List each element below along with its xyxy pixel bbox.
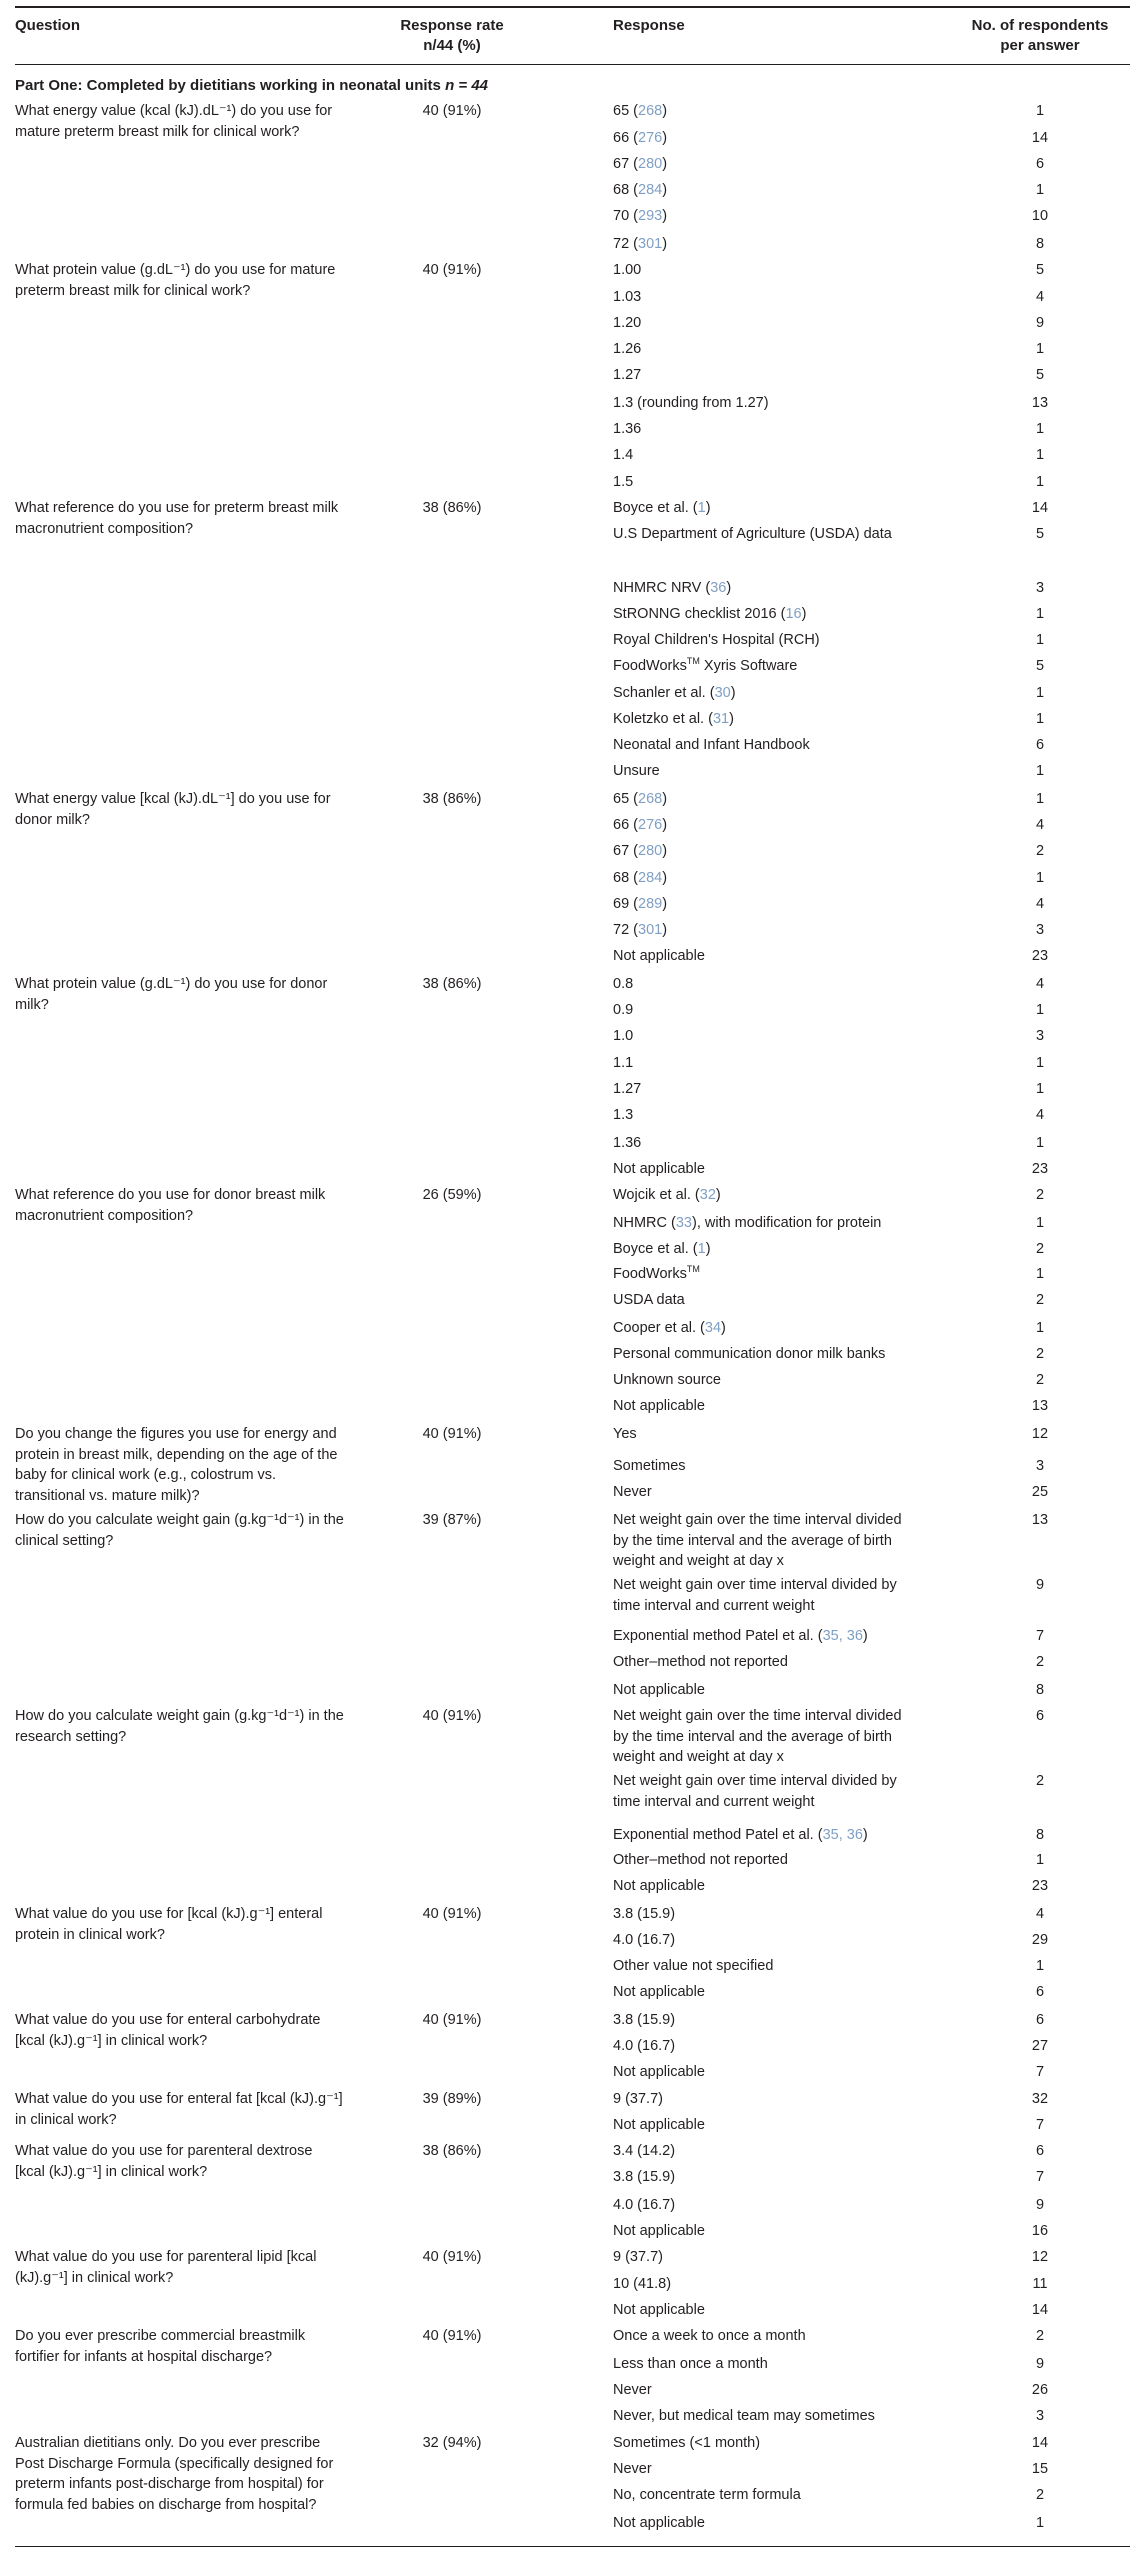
answer-count: 1 [1035,763,1045,779]
answer-count: 23 [1031,948,1049,964]
answer-count: 16 [1031,2223,1049,2239]
answer-text: 1.20 [613,315,642,331]
answer-text: Net weight gain over time interval divided by time interval and current weight [613,1773,897,1810]
answer-count: 1 [1035,1135,1045,1151]
answer-text: Royal Children's Hospital (RCH) [613,632,820,648]
answer-text: 68 (284) [613,182,668,198]
answer-text: Unsure [613,763,660,779]
answer-text: Schanler et al. (30) [613,685,736,701]
answer-count: 6 [1035,2012,1045,2028]
answer-count: 1 [1035,1215,1045,1231]
citation-link[interactable]: 276 [638,130,663,146]
answer-text: 67 (280) [613,843,668,859]
response-rate: 40 (91%) [422,1708,482,1724]
answer-count: 1 [1035,1958,1045,1974]
answer-text: Exponential method Patel et al. (35, 36) [613,1628,868,1644]
answer-text: 1.0 [613,1028,634,1044]
answer-count: 1 [1035,711,1045,727]
answer-text: Not applicable [613,1984,705,2000]
header-response-rate [392,16,512,56]
citation-link[interactable]: 36 [710,580,727,596]
part-title-text: Part One: Completed by dietitians working in neonatal units [15,77,441,94]
answer-text: Exponential method Patel et al. (35, 36) [613,1827,868,1843]
answer-count: 4 [1035,289,1045,305]
answer-text: 1.3 [613,1107,634,1123]
answer-text: 1.27 [613,367,642,383]
question-text: What protein value (g.dL⁻¹) do you use for mature preterm breast milk for clinical work? [15,262,336,299]
answer-count: 5 [1035,658,1045,674]
answer-count: 7 [1035,2117,1045,2133]
question-text: Australian dietitians only. Do you ever prescribe Post Discharge Formula (specifically designed for preterm infants post-discharge from hospital) for formula fed babies on discharge from hospital? [15,2435,334,2513]
answer-count: 13 [1031,395,1049,411]
answer-text: Not applicable [613,2302,705,2318]
response-rate: 40 (91%) [422,1426,482,1442]
answer-count: 1 [1035,1002,1045,1018]
answer-count: 1 [1035,685,1045,701]
answer-count: 8 [1035,1827,1045,1843]
citation-link[interactable]: 284 [638,870,663,886]
answer-count: 4 [1035,817,1045,833]
answer-count: 2 [1035,1773,1045,1789]
answer-text: 70 (293) [613,208,668,224]
answer-text: 67 (280) [613,156,668,172]
answer-text: Never, but medical team may sometimes [613,2408,875,2424]
answer-count: 8 [1035,236,1045,252]
question-text: What energy value (kcal (kJ).dL⁻¹) do you use for mature preterm breast milk for clinical work? [15,103,333,140]
answer-text: 9 (37.7) [613,2091,663,2107]
answer-text: Neonatal and Infant Handbook [613,737,810,753]
table-bottom-rule [15,2546,1130,2547]
answer-count: 25 [1031,1484,1049,1500]
answer-text: Never [613,1484,652,1500]
citation-link[interactable]: 301 [638,922,663,938]
answer-text: 4.0 (16.7) [613,2197,676,2213]
citation-link[interactable]: 32 [699,1187,716,1203]
header-respondents-line2: per answer [1000,37,1080,54]
answer-count: 2 [1035,1346,1045,1362]
answer-text: 4.0 (16.7) [613,2038,676,2054]
answer-count: 1 [1035,341,1045,357]
answer-text: 66 (276) [613,130,668,146]
header-response: Response [613,17,685,34]
answer-text: Koletzko et al. (31) [613,711,734,727]
question-text: Do you ever prescribe commercial breastmilk fortifier for infants at hospital discharge? [15,2328,306,2365]
answer-count: 1 [1035,1081,1045,1097]
answer-text: Not applicable [613,2117,705,2133]
answer-text: 1.26 [613,341,642,357]
answer-count: 2 [1035,1292,1045,1308]
question-text: What value do you use for enteral fat [kcal (kJ).g⁻¹] in clinical work? [15,2091,343,2128]
answer-count: 27 [1031,2038,1049,2054]
response-rate: 38 (86%) [422,500,482,516]
question-text: What value do you use for enteral carbohydrate [kcal (kJ).g⁻¹] in clinical work? [15,2012,321,2049]
answer-count: 2 [1035,1372,1045,1388]
answer-count: 2 [1035,2328,1045,2344]
citation-link[interactable]: 268 [638,103,663,119]
answer-count: 1 [1035,632,1045,648]
answer-count: 2 [1035,843,1045,859]
question-text: What energy value [kcal (kJ).dL⁻¹] do you use for donor milk? [15,791,331,828]
citation-link[interactable]: 35, 36 [822,1628,863,1644]
answer-text: 3.4 (14.2) [613,2143,676,2159]
answer-count: 23 [1031,1878,1049,1894]
citation-link[interactable]: 35, 36 [822,1827,863,1843]
answer-text: Never [613,2382,652,2398]
answer-count: 3 [1035,1028,1045,1044]
answer-text: Not applicable [613,1682,705,1698]
answer-count: 1 [1035,182,1045,198]
answer-text: 1.1 [613,1055,634,1071]
answer-count: 9 [1035,315,1045,331]
header-respondents [950,16,1130,56]
answer-count: 3 [1035,922,1045,938]
citation-link[interactable]: 30 [714,685,731,701]
answer-text: Net weight gain over the time interval divided by the time interval and the average of birth weight and weight at day x [613,1512,902,1569]
response-rate: 38 (86%) [422,2143,482,2159]
answer-text: 3.8 (15.9) [613,2012,676,2028]
answer-count: 2 [1035,2487,1045,2503]
answer-count: 7 [1035,1628,1045,1644]
answer-text: Not applicable [613,1161,705,1177]
answer-count: 15 [1031,2461,1049,2477]
answer-text: USDA data [613,1292,685,1308]
answer-text: Once a week to once a month [613,2328,806,2344]
question-text: How do you calculate weight gain (g.kg⁻¹d⁻¹) in the research setting? [15,1708,344,1745]
header-respondents-line1: No. of respondents [971,17,1109,34]
answer-text: FoodWorks™ Xyris Software [613,656,798,674]
table-top-rule [15,6,1130,8]
citation-link[interactable]: 280 [638,156,663,172]
response-rate: 26 (59%) [422,1187,482,1203]
answer-text: 72 (301) [613,922,668,938]
answer-count: 1 [1035,421,1045,437]
answer-text: Boyce et al. (1) [613,1241,711,1257]
response-rate: 40 (91%) [422,103,482,119]
answer-text: 3.8 (15.9) [613,1906,676,1922]
citation-link[interactable]: 1 [697,1241,706,1257]
answer-text: Not applicable [613,2515,705,2531]
answer-text: Sometimes [613,1458,686,1474]
answer-count: 12 [1031,2249,1049,2265]
header-response-rate-line2: n/44 (%) [423,37,481,54]
question-text: What reference do you use for preterm breast milk macronutrient composition? [15,500,339,537]
answer-count: 1 [1035,1320,1045,1336]
answer-text: StRONNG checklist 2016 (16) [613,606,807,622]
answer-count: 1 [1035,103,1045,119]
trademark-sup: TM [686,1264,700,1275]
response-rate: 40 (91%) [422,2012,482,2028]
answer-text: Net weight gain over time interval divided by time interval and current weight [613,1577,897,1614]
answer-text: Unknown source [613,1372,721,1388]
answer-text: Not applicable [613,1398,705,1414]
answer-count: 1 [1035,1266,1045,1282]
answer-text: 68 (284) [613,870,668,886]
response-rate: 40 (91%) [422,2249,482,2265]
citation-link[interactable]: 31 [712,711,730,727]
answer-text: Boyce et al. (1) [613,500,711,516]
answer-count: 12 [1031,1426,1049,1442]
answer-text: 72 (301) [613,236,668,252]
answer-text: 1.36 [613,1135,642,1151]
answer-text: Cooper et al. (34) [613,1320,726,1336]
answer-count: 5 [1035,367,1045,383]
answer-count: 14 [1031,2435,1049,2451]
answer-count: 4 [1035,1107,1045,1123]
answer-count: 29 [1031,1932,1049,1948]
answer-count: 3 [1035,580,1045,596]
citation-link[interactable]: 33 [675,1215,692,1231]
part-title [15,76,488,96]
answer-count: 4 [1035,1906,1045,1922]
answer-text: Sometimes (<1 month) [613,2435,761,2451]
citation-link[interactable]: 280 [638,843,663,859]
question-text: Do you change the figures you use for energy and protein in breast milk, depending on the age of the baby for clinical work (e.g., colostrum vs. transitional vs. mature milk)? [15,1426,338,1504]
answer-count: 26 [1031,2382,1049,2398]
header-question: Question [15,17,81,34]
answer-text: 66 (276) [613,817,668,833]
answer-text: 69 (289) [613,896,668,912]
answer-text: 1.27 [613,1081,642,1097]
response-rate: 40 (91%) [422,1906,482,1922]
citation-link[interactable]: 16 [785,606,802,622]
citation-link[interactable]: 284 [638,182,663,198]
response-rate: 38 (86%) [422,791,482,807]
citation-link[interactable]: 1 [697,500,706,516]
answer-text: NHMRC (33), with modification for protein [613,1215,882,1231]
answer-text: Yes [613,1426,637,1442]
citation-link[interactable]: 293 [638,208,663,224]
answer-count: 2 [1035,1654,1045,1670]
answer-count: 10 [1031,208,1049,224]
answer-count: 23 [1031,1161,1049,1177]
answer-count: 1 [1035,474,1045,490]
answer-count: 3 [1035,1458,1045,1474]
answer-count: 14 [1031,500,1049,516]
answer-text: Net weight gain over the time interval divided by the time interval and the average of birth weight and weight at day x [613,1708,902,1765]
answer-text: Personal communication donor milk banks [613,1346,886,1362]
question-text: What value do you use for parenteral dextrose [kcal (kJ).g⁻¹] in clinical work? [15,2143,313,2180]
answer-count: 14 [1031,2302,1049,2318]
answer-count: 9 [1035,1577,1045,1593]
question-text: What value do you use for [kcal (kJ).g⁻¹] enteral protein in clinical work? [15,1906,323,1943]
answer-text: U.S Department of Agriculture (USDA) data [613,526,892,542]
answer-text: Other–method not reported [613,1654,788,1670]
answer-count: 7 [1035,2169,1045,2185]
citation-link[interactable]: 301 [638,236,663,252]
answer-count: 9 [1035,2356,1045,2372]
answer-text: Less than once a month [613,2356,768,2372]
answer-count: 6 [1035,737,1045,753]
answer-text: Other value not specified [613,1958,774,1974]
answer-count: 1 [1035,1055,1045,1071]
answer-count: 5 [1035,262,1045,278]
answer-text: 0.9 [613,1002,634,1018]
answer-count: 3 [1035,2408,1045,2424]
answer-text: FoodWorks™ [613,1264,700,1282]
answer-count: 2 [1035,1187,1045,1203]
answer-text: Not applicable [613,1878,705,1894]
citation-link[interactable]: 289 [638,896,663,912]
answer-text: Not applicable [613,2064,705,2080]
answer-count: 6 [1035,1708,1045,1724]
citation-link[interactable]: 34 [704,1320,722,1336]
answer-count: 8 [1035,1682,1045,1698]
answer-text: Not applicable [613,2223,705,2239]
answer-count: 11 [1032,2276,1048,2292]
answer-text: 65 (268) [613,791,668,807]
answer-text: Never [613,2461,652,2477]
answer-text: 9 (37.7) [613,2249,663,2265]
answer-text: 1.00 [613,262,642,278]
header-rule [15,64,1130,65]
answer-count: 1 [1035,447,1045,463]
answer-count: 2 [1035,1241,1045,1257]
answer-count: 6 [1035,1984,1045,2000]
answer-count: 6 [1035,2143,1045,2159]
question-text: What protein value (g.dL⁻¹) do you use for donor milk? [15,976,328,1013]
answer-text: 1.3 (rounding from 1.27) [613,395,769,411]
question-text: How do you calculate weight gain (g.kg⁻¹d⁻¹) in the clinical setting? [15,1512,344,1549]
answer-count: 1 [1035,2515,1045,2531]
answer-text: 1.5 [613,474,634,490]
answer-text: 1.4 [613,447,634,463]
answer-text: Not applicable [613,948,705,964]
answer-count: 4 [1035,896,1045,912]
answer-text: 1.36 [613,421,642,437]
response-rate: 39 (87%) [422,1512,482,1528]
answer-text: No, concentrate term formula [613,2487,801,2503]
response-rate: 40 (91%) [422,262,482,278]
answer-text: 3.8 (15.9) [613,2169,676,2185]
answer-text: Other–method not reported [613,1852,788,1868]
answer-count: 14 [1031,130,1049,146]
answer-text: 4.0 (16.7) [613,1932,676,1948]
header-response-rate-line1: Response rate [400,17,504,34]
answer-count: 13 [1031,1398,1049,1414]
answer-count: 1 [1035,1852,1045,1868]
citation-link[interactable]: 268 [638,791,663,807]
answer-count: 7 [1035,2064,1045,2080]
response-rate: 39 (89%) [422,2091,482,2107]
answer-count: 4 [1035,976,1045,992]
answer-text: 10 (41.8) [613,2276,672,2292]
answer-count: 6 [1035,156,1045,172]
response-rate: 40 (91%) [422,2328,482,2344]
answer-count: 1 [1035,870,1045,886]
citation-link[interactable]: 276 [638,817,663,833]
answer-count: 9 [1035,2197,1045,2213]
answer-text: NHMRC NRV (36) [613,580,732,596]
part-n: n = 44 [445,77,489,94]
response-rate: 38 (86%) [422,976,482,992]
answer-text: Wojcik et al. (32) [613,1187,721,1203]
answer-text: 1.03 [613,289,642,305]
answer-count: 1 [1035,606,1045,622]
question-text: What reference do you use for donor breast milk macronutrient composition? [15,1187,326,1224]
answer-count: 13 [1031,1512,1049,1528]
answer-text: 0.8 [613,976,634,992]
answer-count: 32 [1031,2091,1049,2107]
answer-count: 1 [1035,791,1045,807]
answer-count: 5 [1035,526,1045,542]
question-text: What value do you use for parenteral lipid [kcal (kJ).g⁻¹] in clinical work? [15,2249,317,2286]
answer-text: 65 (268) [613,103,668,119]
response-rate: 32 (94%) [422,2435,482,2451]
trademark-sup: TM [686,656,700,667]
